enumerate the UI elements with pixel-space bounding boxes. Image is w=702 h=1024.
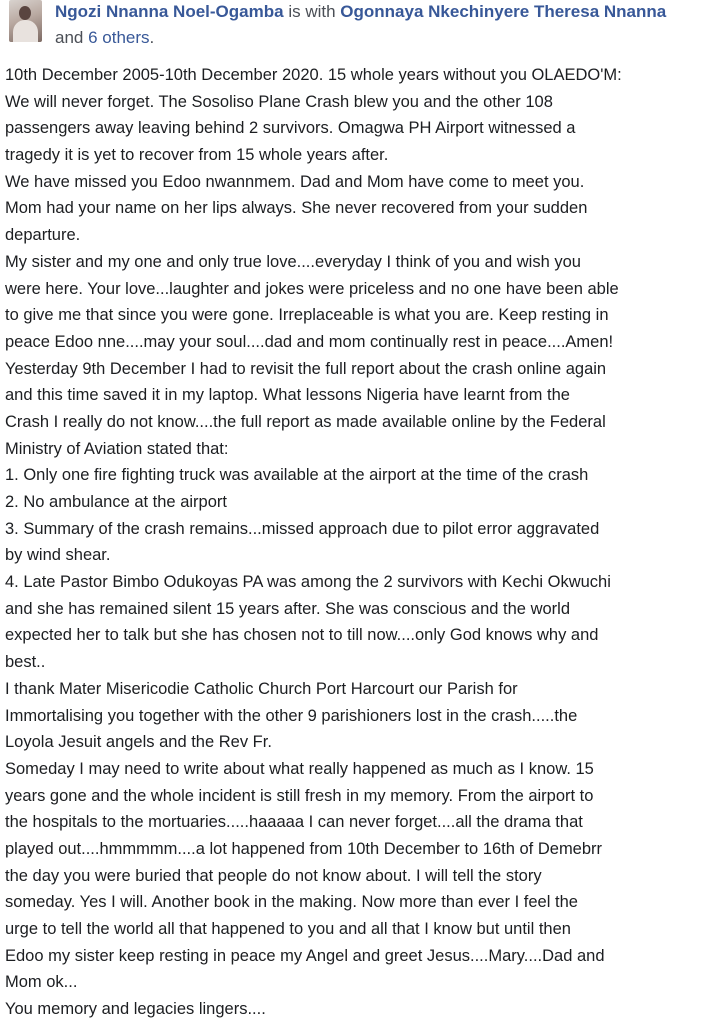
others-link[interactable]: 6 others: [88, 28, 150, 47]
post-text-line: You memory and legacies lingers....: [5, 1000, 266, 1019]
header-line-1: [55, 1, 666, 23]
post-body: [5, 62, 697, 1023]
tagged-person-link[interactable]: Ogonnaya Nkechinyere Theresa Nnanna: [340, 2, 667, 21]
post-text-line: Someday I may need to write about what really happened as much as I know. 15: [5, 759, 594, 778]
post-text-line: Mom ok...: [5, 973, 78, 992]
post-text-line: 4. Late Pastor Bimbo Odukoyas PA was among the 2 survivors with Kechi Okwuchi: [5, 573, 611, 592]
post-text-line: the day you were buried that people do not know about. I will tell the story: [5, 866, 542, 885]
header-period: .: [149, 28, 155, 47]
post-text-line: My sister and my one and only true love....everyday I think of you and wish you: [5, 252, 581, 271]
post-text-line: to give me that since you were gone. Irreplaceable is what you are. Keep resting in: [5, 306, 609, 325]
post-text-line: someday. Yes I will. Another book in the making. Now more than ever I feel the: [5, 893, 578, 912]
post-text-line: tragedy it is yet to recover from 15 whole years after.: [5, 146, 389, 165]
post-text-line: by wind shear.: [5, 546, 111, 565]
post-text-line: Immortalising you together with the other 9 parishioners lost in the crash.....the: [5, 706, 578, 725]
post-text-line: and this time saved it in my laptop. What lessons Nigeria have learnt from the: [5, 386, 570, 405]
post-text-line: expected her to talk but she has chosen not to till now....only God knows why and: [5, 626, 599, 645]
post-text-line: I thank Mater Misericodie Catholic Church Port Harcourt our Parish for: [5, 679, 518, 698]
header-line-2: [55, 27, 154, 49]
post-text-line: Crash I really do not know....the full report as made available online by the Federal: [5, 412, 606, 431]
post-text-line: urge to tell the world all that happened to you and all that I know but until then: [5, 920, 571, 938]
avatar-shoulders-shape: [13, 20, 38, 42]
post-text-line: the hospitals to the mortuaries.....haaaaa I can never forget....all the drama that: [5, 813, 583, 832]
post-header: [0, 0, 702, 54]
post-text-line: peace Edoo nne....may your soul....dad and mom continually rest in peace....Amen!: [5, 332, 614, 351]
post-text-line: best..: [5, 653, 46, 672]
post-text-line: Ministry of Aviation stated that:: [5, 439, 229, 458]
and-text: and: [55, 28, 84, 47]
post-text-line: Edoo my sister keep resting in peace my Angel and greet Jesus....Mary....Dad and: [5, 946, 605, 965]
post-text-line: 1. Only one fire fighting truck was available at the airport at the time of the crash: [5, 466, 589, 485]
author-name-link[interactable]: Ngozi Nnanna Noel-Ogamba: [55, 2, 284, 21]
with-text: is with: [288, 2, 336, 21]
post-text-line: We have missed you Edoo nwannmem. Dad and Mom have come to meet you.: [5, 172, 585, 191]
post-text-line: Loyola Jesuit angels and the Rev Fr.: [5, 733, 272, 752]
post-text-line: departure.: [5, 226, 81, 245]
post-text-line: We will never forget. The Sosoliso Plane Crash blew you and the other 108: [5, 92, 553, 111]
post-text-line: passengers away leaving behind 2 survivors. Omagwa PH Airport witnessed a: [5, 119, 576, 138]
post-text-line: 3. Summary of the crash remains...missed approach due to pilot error aggravated: [5, 519, 600, 538]
post-text-line: Mom had your name on her lips always. She never recovered from your sudden: [5, 199, 588, 218]
avatar-head-shape: [19, 6, 31, 20]
post-text-line: and she has remained silent 15 years after. She was conscious and the world: [5, 599, 570, 618]
post-text-line: were here. Your love...laughter and jokes were priceless and no one have been able: [5, 279, 619, 298]
post-text-line: years gone and the whole incident is still fresh in my memory. From the airport to: [5, 786, 594, 805]
author-avatar[interactable]: [9, 0, 42, 42]
post-text-line: Yesterday 9th December I had to revisit the full report about the crash online again: [5, 359, 607, 378]
post-text-line: played out....hmmmmm....a lot happened from 10th December to 16th of Demebrr: [5, 839, 603, 858]
post-text-line: 2. No ambulance at the airport: [5, 493, 227, 511]
post-text-line: 10th December 2005-10th December 2020. 15 whole years without you OLAEDO'M:: [5, 66, 622, 84]
